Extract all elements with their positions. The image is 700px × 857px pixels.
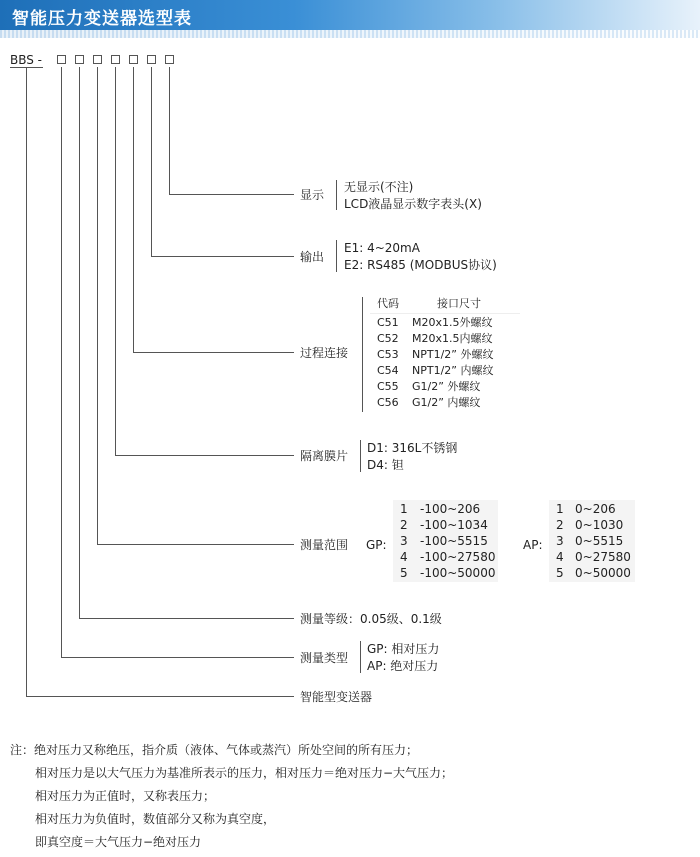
type-bracket xyxy=(360,641,361,673)
range-ap-label: AP: xyxy=(523,538,543,552)
code-box-5 xyxy=(129,55,138,64)
range-gp-n1: 1 xyxy=(400,502,408,516)
code-box-2 xyxy=(75,55,84,64)
connector-process xyxy=(133,67,134,352)
connector-diaphragm xyxy=(115,67,116,455)
range-gp-n5: 5 xyxy=(400,566,408,580)
connector-display xyxy=(169,67,170,194)
code-box-1 xyxy=(57,55,66,64)
process-code-c54: C54 xyxy=(377,364,399,377)
range-gp-v4: -100~27580 xyxy=(420,550,496,564)
range-ap-v4: 0~27580 xyxy=(575,550,631,564)
process-label: 过程连接 xyxy=(300,346,349,360)
range-gp-label: GP: xyxy=(366,538,387,552)
type-option-1: GP: 相对压力 xyxy=(367,642,440,656)
range-gp-v5: -100~50000 xyxy=(420,566,496,580)
connector-diaphragm-h xyxy=(115,455,294,456)
code-box-7 xyxy=(165,55,174,64)
page-title: 智能压力变送器选型表 xyxy=(12,9,192,29)
range-ap-n2: 2 xyxy=(556,518,564,532)
process-code-c55: C55 xyxy=(377,380,399,393)
connector-display-h xyxy=(169,194,294,195)
range-ap-v5: 0~50000 xyxy=(575,566,631,580)
diaphragm-option-2: D4: 钽 xyxy=(367,458,404,472)
base-text: 智能型变送器 xyxy=(300,690,373,704)
process-col-code: 代码 xyxy=(377,297,399,310)
range-ap-v2: 0~1030 xyxy=(575,518,624,532)
code-box-6 xyxy=(147,55,156,64)
header-bar xyxy=(0,0,700,38)
connector-base xyxy=(26,67,27,696)
note-line-4: 相对压力为负值时，数值部分又称为真空度， xyxy=(35,812,276,826)
process-size-c52: M20x1.5内螺纹 xyxy=(412,332,493,345)
connector-process-h xyxy=(133,352,294,353)
range-gp-n3: 3 xyxy=(400,534,408,548)
note-line-2: 相对压力是以大气压力为基准所表示的压力，相对压力＝绝对压力−大气压力； xyxy=(35,766,454,780)
diaphragm-label: 隔离膜片 xyxy=(300,449,349,463)
range-label: 测量范围 xyxy=(300,538,349,552)
range-gp-n4: 4 xyxy=(400,550,408,564)
display-label: 显示 xyxy=(300,188,325,202)
process-col-size: 接口尺寸 xyxy=(437,297,481,310)
process-size-c51: M20x1.5外螺纹 xyxy=(412,316,493,329)
note-line-3: 相对压力为正值时，又称表压力； xyxy=(35,789,216,803)
note-line-1: 注：绝对压力又称绝压，指介质（液体、气体或蒸汽）所处空间的所有压力； xyxy=(10,743,419,757)
process-code-c51: C51 xyxy=(377,316,399,329)
model-prefix: BBS - xyxy=(10,53,43,67)
connector-accuracy xyxy=(79,67,80,618)
process-code-c53: C53 xyxy=(377,348,399,361)
display-option-1: 无显示(不注) xyxy=(344,180,414,194)
process-size-c55: G1/2” 外螺纹 xyxy=(412,380,481,393)
connector-type xyxy=(61,67,62,657)
range-ap-n5: 5 xyxy=(556,566,564,580)
range-ap-n3: 3 xyxy=(556,534,564,548)
output-option-1: E1: 4~20mA xyxy=(344,241,420,255)
process-size-c56: G1/2” 内螺纹 xyxy=(412,396,481,409)
connector-base-h xyxy=(26,696,294,697)
process-size-c54: NPT1/2” 内螺纹 xyxy=(412,364,494,377)
range-ap-n4: 4 xyxy=(556,550,564,564)
code-box-4 xyxy=(111,55,120,64)
range-gp-n2: 2 xyxy=(400,518,408,532)
process-code-c52: C52 xyxy=(377,332,399,345)
connector-output-h xyxy=(151,256,294,257)
connector-range xyxy=(97,67,98,544)
header-stripe xyxy=(0,30,700,38)
output-bracket xyxy=(336,240,337,272)
type-label: 测量类型 xyxy=(300,651,349,665)
accuracy-text: 测量等级：0.05级、0.1级 xyxy=(300,612,442,626)
display-option-2: LCD液晶显示数字表头(X) xyxy=(344,197,482,211)
diaphragm-bracket xyxy=(360,440,361,472)
range-ap-v1: 0~206 xyxy=(575,502,616,516)
code-box-3 xyxy=(93,55,102,64)
range-gp-v2: -100~1034 xyxy=(420,518,488,532)
connector-range-h xyxy=(97,544,294,545)
process-divider xyxy=(370,313,520,314)
connector-output xyxy=(151,67,152,256)
display-bracket xyxy=(336,180,337,210)
diaphragm-option-1: D1: 316L不锈钢 xyxy=(367,441,458,455)
process-bracket xyxy=(362,297,363,412)
range-ap-n1: 1 xyxy=(556,502,564,516)
process-code-c56: C56 xyxy=(377,396,399,409)
connector-accuracy-h xyxy=(79,618,294,619)
process-size-c53: NPT1/2” 外螺纹 xyxy=(412,348,494,361)
output-label: 输出 xyxy=(300,250,325,264)
connector-type-h xyxy=(61,657,294,658)
range-gp-v3: -100~5515 xyxy=(420,534,488,548)
output-option-2: E2: RS485 (MODBUS协议) xyxy=(344,258,497,272)
type-option-2: AP: 绝对压力 xyxy=(367,659,439,673)
range-gp-v1: -100~206 xyxy=(420,502,481,516)
note-line-5: 即真空度＝大气压力−绝对压力 xyxy=(35,835,202,849)
range-ap-v3: 0~5515 xyxy=(575,534,624,548)
